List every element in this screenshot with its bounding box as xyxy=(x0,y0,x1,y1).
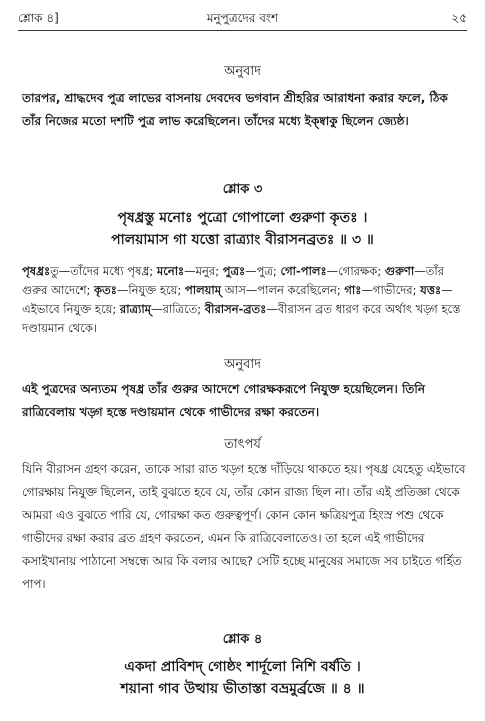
verse-3-text xyxy=(0,207,485,251)
verse-4-text xyxy=(0,656,485,700)
synonym-word: পৃষধ্রঃ xyxy=(22,264,51,278)
synonym-word: মনোঃ xyxy=(156,264,185,278)
verse-4-heading: শ্লোক ৪ xyxy=(222,632,263,647)
synonyms-paragraph xyxy=(22,262,467,338)
synonym-meaning: —তাঁর গুরুর আদেশে; xyxy=(22,264,444,297)
synonym-word: পুত্রঃ xyxy=(222,264,246,278)
verse-3-line-2: পালয়ামাস গা যত্তো রাত্র্যাং বীরাসনব্রতঃ ॥ ৩ ॥ xyxy=(111,232,374,248)
translation-heading: অনুবাদ xyxy=(224,64,261,79)
synonym-meaning: আস—পালন করেছিলেন; xyxy=(221,283,341,297)
synonym-meaning: —নিযুক্ত হয়ে; xyxy=(116,283,182,297)
purport-heading: তাৎপর্য xyxy=(224,437,261,452)
verse-reference: শ্লোক ৪] xyxy=(18,11,59,25)
synonym-word: পালয়াম্ xyxy=(184,283,222,297)
translation-text: তারপর, শ্রাদ্ধদেব পুত্র লাভের বাসনায় দেবদেব ভগবান শ্রীহরির আরাধনা করার ফলে, ঠিক তাঁর নিজের মতো দশটি পুত্র লাভ করেছিলেন। তাঁদের মধ্যে ইক্ষ্বাকু ছিলেন জ্যেষ্ঠ। xyxy=(22,91,448,128)
synonym-meaning: —বীরাসন ব্রত ধারণ করে অর্থাৎ খড়্গ হস্তে দণ্ডায়মান থেকে। xyxy=(22,302,461,335)
verse-4-line-2: শয়ানা গাব উত্থায় ভীতাস্তা বভ্রমুর্ব্রজে ॥ ৪ ॥ xyxy=(120,681,365,697)
synonym-word: বীরাসন-ব্রতঃ xyxy=(204,302,267,316)
verse-4-line-1: একদা প্রাবিশদ্ গোষ্ঠং শার্দূলো নিশি বর্ষতি । xyxy=(124,659,361,675)
synonym-meaning: —এইভাবে নিযুক্ত হয়ে; xyxy=(22,283,453,316)
synonym-word: গুরুণা xyxy=(384,264,415,278)
translation-heading: অনুবাদ xyxy=(224,357,261,372)
translation-text: এই পুত্রদের অন্যতম পৃষধ্র তাঁর গুরুর আদেশে গোরক্ষকরূপে নিযুক্ত হয়েছিলেন। তিনি রাত্রিবেলায় খড়্গ হস্তে দণ্ডায়মান থেকে গাভীদের রক্ষা করতেন। xyxy=(22,382,426,419)
synonym-meaning: —পুত্র; xyxy=(245,264,277,278)
header-rule xyxy=(18,30,467,31)
page-number: ২৫ xyxy=(451,11,467,25)
synonym-word: গাঃ xyxy=(344,283,362,297)
synonym-word: গো-পালঃ xyxy=(280,264,327,278)
chapter-title: মনুপুত্রদের বংশ xyxy=(206,11,279,25)
synonym-meaning: —গোরক্ষক; xyxy=(326,264,382,278)
synonym-meaning: —মনুর; xyxy=(184,264,220,278)
running-head xyxy=(18,10,467,30)
purport-text: যিনি বীরাসন গ্রহণ করেন, তাকে সারা রাত খড়্গ হস্তে দাঁড়িয়ে থাকতে হয়। পৃষধ্র যেহেতু এইভাবে গোরক্ষায় নিযুক্ত ছিলেন, তাই বুঝতে হবে যে, তাঁর কোন রাজ্য ছিল না। তাঁর এই প্রতিজ্ঞা থেকে আমরা এও বুঝতে পারি যে, গোরক্ষা কত গুরুত্বপূর্ণ। কোন কোন ক্ষত্রিয়পুত্র হিংস্র পশু থেকে গাভীদের রক্ষা করার ব্রত গ্রহণ করতেন, এমন কি রাত্রিবেলাতেও। তা হলে এই গাভীদের কসাইখানায় পাঠানো সম্বন্ধে আর কি বলার আছে? সেটি হচ্ছে মানুষের সমাজে সব চাইতে গর্হিত পাপ। xyxy=(22,462,466,591)
verse-3-line-1: পৃষধ্রস্তু মনোঃ পুত্রো গোপালো গুরুণা কৃতঃ । xyxy=(117,210,368,226)
synonym-word: যত্তঃ xyxy=(420,283,442,297)
synonym-meaning: —গাভীদের; xyxy=(361,283,417,297)
synonym-word: রাত্র্যাম্ xyxy=(119,302,152,316)
synonym-meaning: তু—তাঁদের মধ্যে পৃষধ্র; xyxy=(50,264,154,278)
synonym-word: কৃতঃ xyxy=(94,283,117,297)
verse-3-heading: শ্লোক ৩ xyxy=(222,182,263,197)
synonym-meaning: —রাত্রিতে; xyxy=(151,302,202,316)
